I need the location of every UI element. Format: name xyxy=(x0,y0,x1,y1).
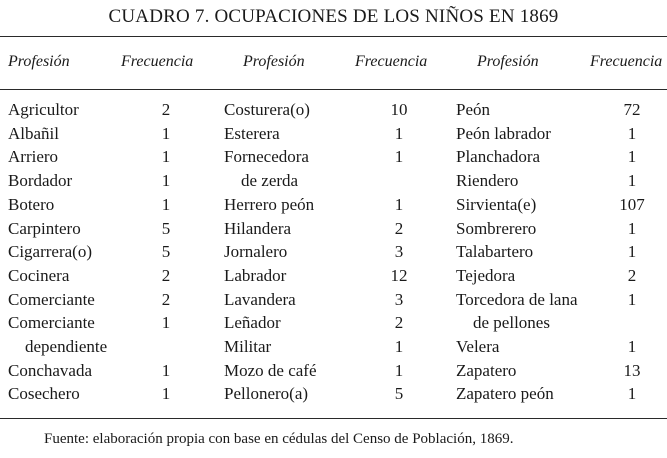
table-row xyxy=(224,335,424,359)
header-rule xyxy=(0,89,667,90)
top-rule xyxy=(0,36,667,37)
occupation-name: Conchavada xyxy=(8,360,93,380)
occupation-name: Talabartero xyxy=(456,242,534,262)
occupation-name: Peón xyxy=(456,100,490,119)
occupation-name: Comerciante xyxy=(8,313,95,333)
occupation-name: Cocinera xyxy=(8,265,70,285)
table-row xyxy=(8,288,208,312)
frequency-value: 1 xyxy=(161,123,171,143)
table-row xyxy=(224,169,424,193)
frequency-value: 2 xyxy=(161,289,171,309)
frequency-value: 2 xyxy=(627,265,637,285)
header-frecuencia-3: Frecuencia xyxy=(590,53,663,70)
occupation-name: Riendero xyxy=(456,171,519,191)
frequency-value: 5 xyxy=(394,384,404,404)
table-row xyxy=(456,217,656,241)
occupation-name: Tejedora xyxy=(456,265,516,285)
occupation-name: Esterera xyxy=(224,123,280,143)
table-row xyxy=(8,122,208,146)
occupation-name: Pellonero(a) xyxy=(224,384,309,404)
occupation-name: Torcedora de lana xyxy=(456,289,578,309)
frequency-value: 3 xyxy=(394,289,404,309)
frequency-value: 5 xyxy=(161,218,171,238)
occupation-name: Planchadora xyxy=(456,147,541,167)
frequency-value: 2 xyxy=(161,265,171,285)
table-row xyxy=(8,335,208,359)
frequency-value: 107 xyxy=(619,194,645,214)
frequency-value: 1 xyxy=(627,147,637,167)
table-row xyxy=(456,193,656,217)
occupation-name: Fornecedora xyxy=(224,147,309,167)
table-row xyxy=(224,311,424,335)
frequency-value: 1 xyxy=(627,171,637,191)
occupation-name: Labrador xyxy=(224,265,287,285)
table-row xyxy=(8,145,208,169)
frequency-value: 1 xyxy=(161,147,171,167)
frequency-value: 2 xyxy=(161,100,171,119)
frequency-value: 72 xyxy=(623,100,641,119)
occupation-name: de pellones xyxy=(473,313,550,333)
frequency-value: 5 xyxy=(161,242,171,262)
frequency-value: 2 xyxy=(394,313,404,333)
occupation-name: Cigarrera(o) xyxy=(8,242,93,262)
occupation-name: Arriero xyxy=(8,147,59,167)
occupation-name: Peón labrador xyxy=(456,123,551,143)
table-row xyxy=(456,98,656,122)
occupation-name: Leñador xyxy=(224,313,281,333)
occupation-name: Costurera(o) xyxy=(224,100,310,119)
occupation-name: Albañil xyxy=(8,123,59,143)
header-frecuencia-1: Frecuencia xyxy=(121,53,194,70)
header-profesion-3: Profesión xyxy=(477,53,539,70)
occupation-name: Lavandera xyxy=(224,289,296,309)
table-row xyxy=(8,98,208,122)
source-note: Fuente: elaboración propia con base en cédulas del Censo de Población, 1869. xyxy=(44,431,514,447)
table-row xyxy=(456,288,656,312)
table-row xyxy=(456,382,656,406)
table-title: CUADRO 7. OCUPACIONES DE LOS NIÑOS EN 1869 xyxy=(108,6,559,27)
occupation-name: Mozo de café xyxy=(224,360,317,380)
header-frecuencia-2: Frecuencia xyxy=(355,53,428,70)
table-row xyxy=(224,240,424,264)
table-row xyxy=(8,359,208,383)
frequency-value: 1 xyxy=(161,360,171,380)
frequency-value: 1 xyxy=(627,384,637,404)
table-row xyxy=(8,169,208,193)
occupation-name: Hilandera xyxy=(224,218,292,238)
frequency-value: 1 xyxy=(627,242,637,262)
table-row xyxy=(8,264,208,288)
table-row xyxy=(224,122,424,146)
table-row xyxy=(224,264,424,288)
table-row xyxy=(224,145,424,169)
frequency-value: 1 xyxy=(394,194,404,214)
table-row xyxy=(8,193,208,217)
occupation-name: Velera xyxy=(456,337,500,356)
table-row xyxy=(456,335,656,359)
frequency-value: 12 xyxy=(390,265,408,285)
table-row xyxy=(8,311,208,335)
occupation-name: Zapatero xyxy=(456,360,517,380)
frequency-value: 1 xyxy=(161,194,171,214)
table-row xyxy=(224,382,424,406)
frequency-value: 1 xyxy=(394,337,404,356)
occupation-name: Jornalero xyxy=(224,242,288,262)
frequency-value: 1 xyxy=(161,384,171,404)
frequency-value: 1 xyxy=(161,171,171,191)
table-row xyxy=(456,264,656,288)
occupation-name: Sirvienta(e) xyxy=(456,194,537,214)
header-profesion-1: Profesión xyxy=(8,53,70,70)
occupation-name: Cosechero xyxy=(8,384,80,404)
table-row xyxy=(456,359,656,383)
table-row xyxy=(456,145,656,169)
occupation-name: Militar xyxy=(224,337,272,356)
table-row xyxy=(456,122,656,146)
frequency-value: 2 xyxy=(394,218,404,238)
table-row xyxy=(224,288,424,312)
frequency-value: 3 xyxy=(394,242,404,262)
table-row xyxy=(224,98,424,122)
table-row xyxy=(456,311,656,335)
occupation-name: Zapatero peón xyxy=(456,384,554,404)
occupation-name: Carpintero xyxy=(8,218,81,238)
table-row xyxy=(8,217,208,241)
occupation-name: Agricultor xyxy=(8,100,79,119)
table-row xyxy=(224,359,424,383)
frequency-value: 1 xyxy=(627,123,637,143)
table-row xyxy=(456,240,656,264)
frequency-value: 1 xyxy=(627,289,637,309)
bottom-rule xyxy=(0,418,667,419)
frequency-value: 1 xyxy=(627,218,637,238)
frequency-value: 10 xyxy=(390,100,408,119)
frequency-value: 13 xyxy=(623,360,641,380)
occupation-name: Comerciante xyxy=(8,289,95,309)
frequency-value: 1 xyxy=(161,313,171,333)
table-row xyxy=(456,169,656,193)
frequency-value: 1 xyxy=(394,123,404,143)
table-row xyxy=(8,240,208,264)
occupation-name: de zerda xyxy=(241,171,299,191)
occupation-name: Bordador xyxy=(8,171,73,191)
frequency-value: 1 xyxy=(394,360,404,380)
table-row xyxy=(8,382,208,406)
table-row xyxy=(224,217,424,241)
frequency-value: 1 xyxy=(394,147,404,167)
header-profesion-2: Profesión xyxy=(243,53,305,70)
occupation-name: Sombrerero xyxy=(456,218,537,238)
frequency-value: 1 xyxy=(627,337,637,356)
occupation-name: dependiente xyxy=(25,337,108,356)
table-row xyxy=(224,193,424,217)
occupation-name: Herrero peón xyxy=(224,194,315,214)
occupation-name: Botero xyxy=(8,194,55,214)
